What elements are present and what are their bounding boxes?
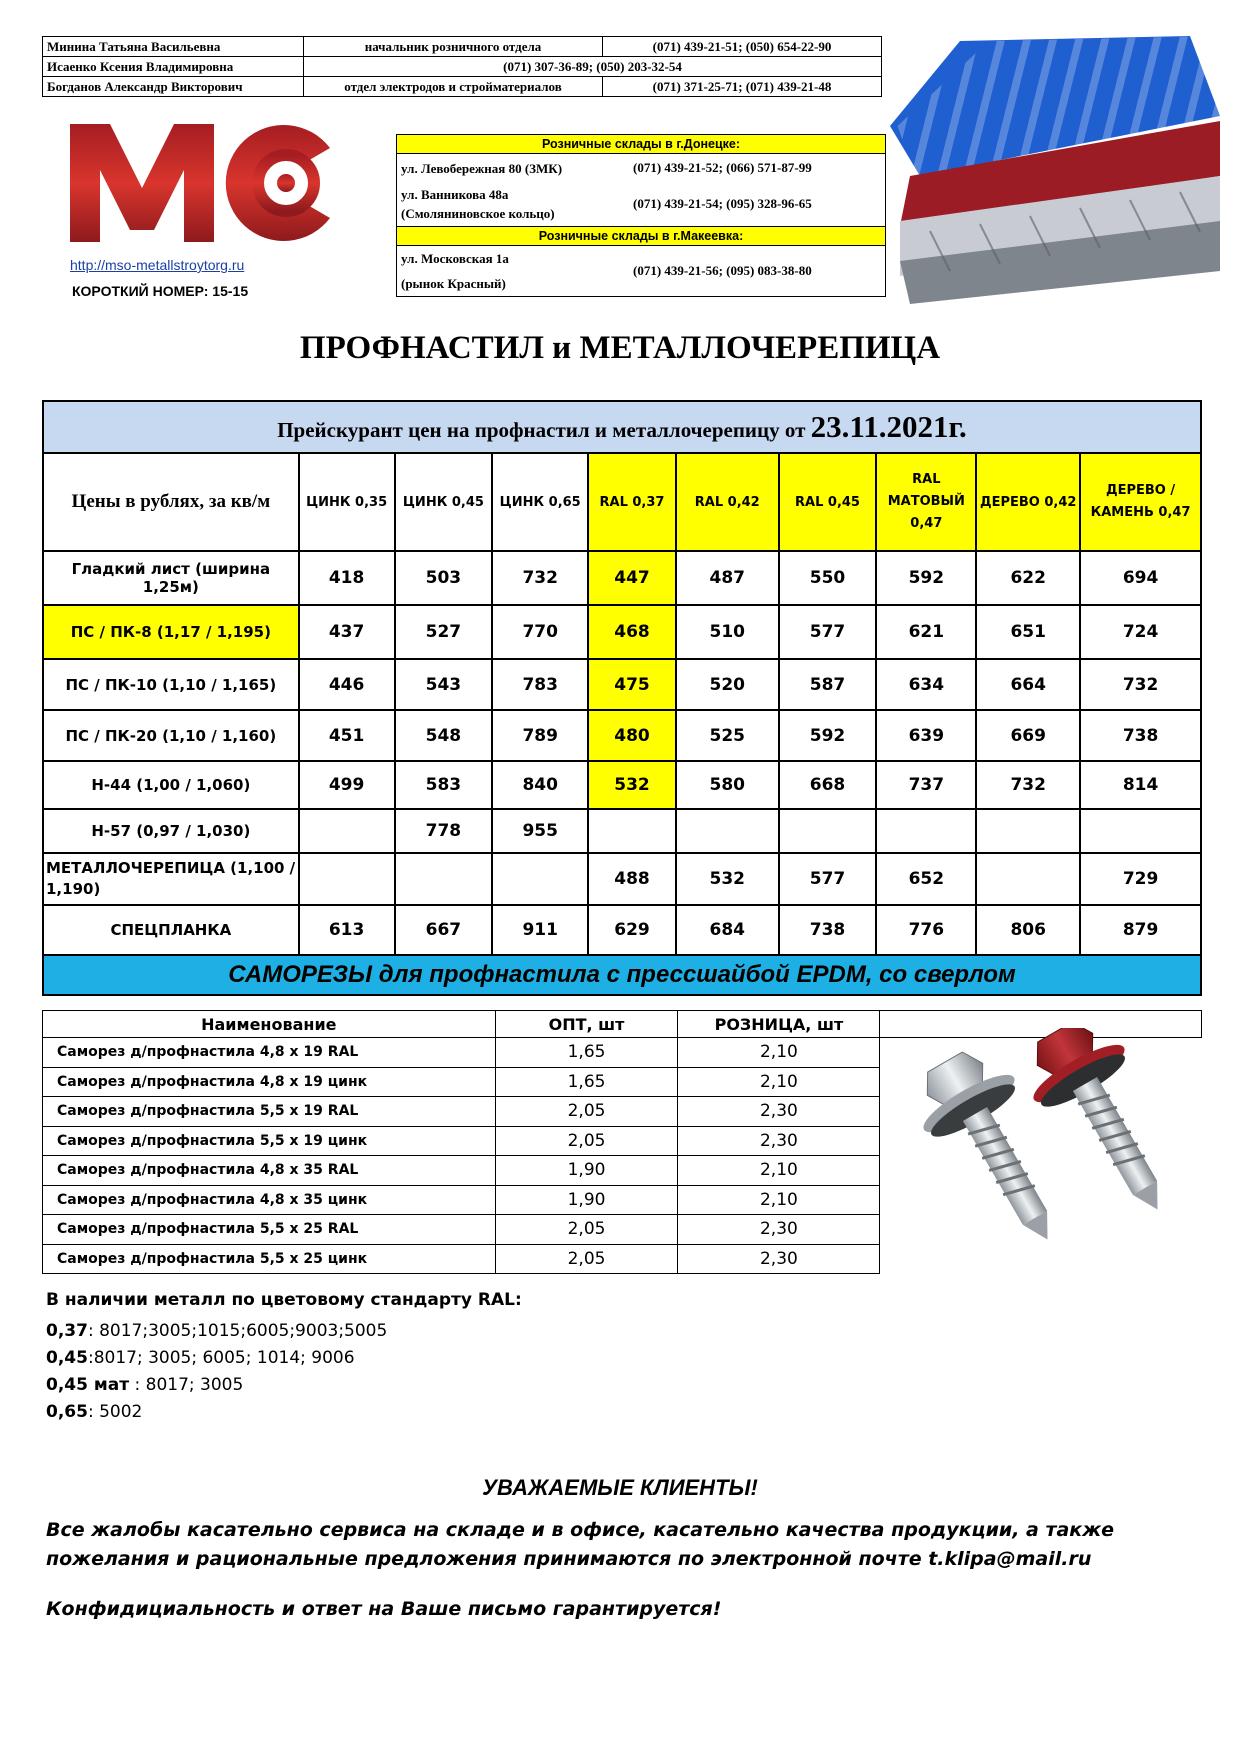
screw-name: Саморез д/профнастила 4,8 х 19 цинк [43,1067,496,1097]
store-address-line: ул. Ванникова 48а [401,187,509,202]
caption-date: 23.11.2021г. [810,409,967,444]
price-cell: 694 [1080,551,1201,605]
price-cell: 543 [395,659,493,710]
screw-opt-price: 1,65 [495,1067,678,1097]
price-cell: 451 [299,710,395,761]
col-header: ЦИНК 0,45 [395,453,493,551]
caption-text: Прейскурант цен на профнастил и металлочерепицу от [277,418,811,442]
price-cell: 778 [395,809,493,853]
roofing-sheets-image [890,36,1220,306]
screw-retail-price: 2,10 [678,1156,880,1186]
contact-name: Минина Татьяна Васильевна [43,37,304,57]
ral-thickness: 0,37 [46,1321,88,1341]
price-cell [588,809,676,853]
contact-row [43,77,882,97]
clients-heading: УВАЖАЕМЫЕ КЛИЕНТЫ! [482,1475,758,1500]
price-cell: 770 [492,605,588,659]
price-cell: 488 [588,853,676,905]
screws-image [880,1028,1202,1253]
price-cell: 738 [1080,710,1201,761]
price-cell [676,809,779,853]
price-cell [492,853,588,905]
price-cell: 418 [299,551,395,605]
product-name: ПС / ПК-10 (1,10 / 1,165) [43,659,299,710]
product-name: ПС / ПК-20 (1,10 / 1,160) [43,710,299,761]
screw-opt-price: 2,05 [495,1244,678,1274]
screw-opt-price: 2,05 [495,1126,678,1156]
price-cell: 580 [676,761,779,809]
contact-role: отдел электродов и стройматериалов [304,77,603,97]
price-cell: 532 [676,853,779,905]
contact-row [43,37,882,57]
price-cell: 684 [676,905,779,955]
col-header: ДЕРЕВО 0,42 [976,453,1080,551]
price-cell: 639 [876,710,976,761]
screws-col-header: ОПТ, шт [495,1011,678,1038]
price-cell: 667 [395,905,493,955]
screws-col-header: Наименование [43,1011,496,1038]
short-number: КОРОТКИЙ НОМЕР: 15-15 [72,283,249,299]
ral-line [46,1372,387,1399]
ral-line [46,1318,387,1345]
store-row [397,246,885,296]
price-row [43,551,1201,605]
screw-retail-price: 2,30 [678,1244,880,1274]
contact-name: Исаенко Ксения Владимировна [43,57,304,77]
price-cell: 447 [588,551,676,605]
ral-line [46,1345,387,1372]
price-cell: 525 [676,710,779,761]
price-cell: 480 [588,710,676,761]
screw-name: Саморез д/профнастила 5,5 х 25 цинк [43,1244,496,1274]
price-cell: 737 [876,761,976,809]
store-phones: (071) 439-21-54; (095) 328-96-65 [633,196,812,211]
price-cell: 955 [492,809,588,853]
ral-separator: : [87,1402,100,1422]
price-row [43,809,1201,853]
ral-thickness: 0,65 [46,1402,88,1422]
store-phones: (071) 439-21-56; (095) 083-38-80 [633,263,812,278]
screw-opt-price: 1,90 [495,1156,678,1186]
product-name: Гладкий лист (ширина 1,25м) [43,551,299,605]
ral-codes: 8017; 3005 [145,1375,244,1395]
price-cell: 499 [299,761,395,809]
price-cell: 583 [395,761,493,809]
donetsk-header: Розничные склады в г.Донецке: [397,135,885,154]
price-header-row [43,453,1201,551]
mso-logo [70,118,360,246]
corner-label: Цены в рублях, за кв/м [43,453,299,551]
price-cell: 475 [588,659,676,710]
price-caption [43,401,1201,453]
price-cell: 738 [779,905,877,955]
price-cell: 652 [876,853,976,905]
contact-phones: (071) 307-36-89; (050) 203-32-54 [304,57,882,77]
price-cell: 446 [299,659,395,710]
privacy-text: Конфидициальность и ответ на Ваше письмо гарантируется! [46,1598,722,1620]
col-header: ЦИНК 0,65 [492,453,588,551]
contact-role: начальник розничного отдела [304,37,603,57]
price-cell: 668 [779,761,877,809]
store-row [397,182,885,227]
price-cell: 840 [492,761,588,809]
price-cell: 669 [976,710,1080,761]
screw-retail-price: 2,30 [678,1126,880,1156]
price-cell: 587 [779,659,877,710]
screw-name: Саморез д/профнастила 5,5 х 19 цинк [43,1126,496,1156]
price-cell: 527 [395,605,493,659]
price-cell: 814 [1080,761,1201,809]
price-cell [779,809,877,853]
product-name: Н-44 (1,00 / 1,060) [43,761,299,809]
store-address [401,185,633,223]
ral-codes: 8017; 3005; 6005; 1014; 9006 [93,1348,355,1368]
screws-band: САМОРЕЗЫ для профнастила с прессшайбой EPDM, со сверлом [43,955,1201,995]
store-address [401,249,633,293]
price-cell: 622 [976,551,1080,605]
price-cell: 724 [1080,605,1201,659]
product-name: СПЕЦПЛАНКА [43,905,299,955]
makeevka-header: Розничные склады в г.Макеевка: [397,227,885,246]
screw-opt-price: 2,05 [495,1097,678,1127]
col-header: RAL 0,45 [779,453,877,551]
price-cell: 621 [876,605,976,659]
col-header: RAL 0,37 [588,453,676,551]
price-cell: 577 [779,853,877,905]
price-row [43,605,1201,659]
price-cell: 520 [676,659,779,710]
col-header: RAL МАТОВЫЙ 0,47 [876,453,976,551]
col-header: RAL 0,42 [676,453,779,551]
stores-box [396,134,886,297]
price-cell: 879 [1080,905,1201,955]
price-row [43,659,1201,710]
ral-separator: : [87,1348,94,1368]
screw-name: Саморез д/профнастила 4,8 х 19 RAL [43,1038,496,1068]
price-cell: 806 [976,905,1080,955]
ral-separator: : [87,1321,100,1341]
store-address-line: (рынок Красный) [401,276,506,291]
screws-col-header: РОЗНИЦА, шт [678,1011,880,1038]
store-address: ул. Левобережная 80 (ЗМК) [401,160,563,176]
screw-opt-price: 1,90 [495,1185,678,1215]
price-cell: 548 [395,710,493,761]
screw-name: Саморез д/профнастила 4,8 х 35 цинк [43,1185,496,1215]
price-cell: 437 [299,605,395,659]
price-cell: 577 [779,605,877,659]
ral-line [46,1399,387,1426]
price-cell: 592 [779,710,877,761]
ral-thickness: 0,45 [46,1348,88,1368]
price-cell [299,853,395,905]
price-cell: 911 [492,905,588,955]
screw-opt-price: 2,05 [495,1215,678,1245]
price-row [43,853,1201,905]
product-name: Н-57 (0,97 / 1,030) [43,809,299,853]
price-cell [1080,809,1201,853]
screw-retail-price: 2,10 [678,1185,880,1215]
price-cell: 532 [588,761,676,809]
price-cell [395,853,493,905]
price-cell: 651 [976,605,1080,659]
store-address-line: ул. Московская 1а [401,251,509,266]
ral-list [46,1318,387,1426]
product-name: МЕТАЛЛОЧЕРЕПИЦА (1,100 / 1,190) [43,853,299,905]
price-table [42,400,1202,996]
price-cell [976,809,1080,853]
ral-codes: 8017;3005;1015;6005;9003;5005 [99,1321,388,1341]
price-row [43,905,1201,955]
contact-row [43,57,882,77]
price-row [43,710,1201,761]
price-cell [976,853,1080,905]
price-cell: 510 [676,605,779,659]
price-cell: 550 [779,551,877,605]
screw-name: Саморез д/профнастила 4,8 х 35 RAL [43,1156,496,1186]
price-cell: 629 [588,905,676,955]
screw-retail-price: 2,10 [678,1067,880,1097]
screw-retail-price: 2,30 [678,1097,880,1127]
price-cell: 664 [976,659,1080,710]
screw-retail-price: 2,30 [678,1215,880,1245]
price-cell: 783 [492,659,588,710]
product-name: ПС / ПК-8 (1,17 / 1,195) [43,605,299,659]
screw-retail-price: 2,10 [678,1038,880,1068]
price-cell: 776 [876,905,976,955]
ral-heading [46,1290,522,1310]
price-cell: 729 [1080,853,1201,905]
contact-phones: (071) 371-25-71; (071) 439-21-48 [603,77,882,97]
price-cell: 789 [492,710,588,761]
price-cell: 732 [976,761,1080,809]
price-cell: 613 [299,905,395,955]
ral-heading-text: В наличии металл по цветовому стандарту RAL: [46,1290,522,1310]
price-cell: 634 [876,659,976,710]
price-cell: 468 [588,605,676,659]
price-cell: 732 [492,551,588,605]
price-cell: 487 [676,551,779,605]
store-address-line: (Смоляниновское кольцо) [401,206,555,221]
price-cell: 592 [876,551,976,605]
ral-codes: 5002 [99,1402,143,1422]
contact-name: Богданов Александр Викторович [43,77,304,97]
ral-separator: : [129,1375,146,1395]
screw-name: Саморез д/профнастила 5,5 х 19 RAL [43,1097,496,1127]
col-header: ДЕРЕВО / КАМЕНЬ 0,47 [1080,453,1201,551]
website-link[interactable]: http://mso-metallstroytorg.ru [70,257,245,273]
contacts-table [42,36,882,97]
store-row [397,154,885,182]
store-phones: (071) 439-21-52; (066) 571-87-99 [633,160,812,175]
price-cell [299,809,395,853]
price-row [43,761,1201,809]
contact-phones: (071) 439-21-51; (050) 654-22-90 [603,37,882,57]
col-header: ЦИНК 0,35 [299,453,395,551]
price-cell: 732 [1080,659,1201,710]
ral-thickness: 0,45 мат [46,1375,130,1395]
screw-name: Саморез д/профнастила 5,5 х 25 RAL [43,1215,496,1245]
complaints-text: Все жалобы касательно сервиса на складе и в офисе, касательно качества продукции, а также пожелания и рациональные предложения принимаются по электронной почте t.klipa@mail.ru [46,1519,1114,1570]
screw-opt-price: 1,65 [495,1038,678,1068]
page-title: ПРОФНАСТИЛ и МЕТАЛЛОЧЕРЕПИЦА [299,330,941,366]
price-cell [876,809,976,853]
price-cell: 503 [395,551,493,605]
